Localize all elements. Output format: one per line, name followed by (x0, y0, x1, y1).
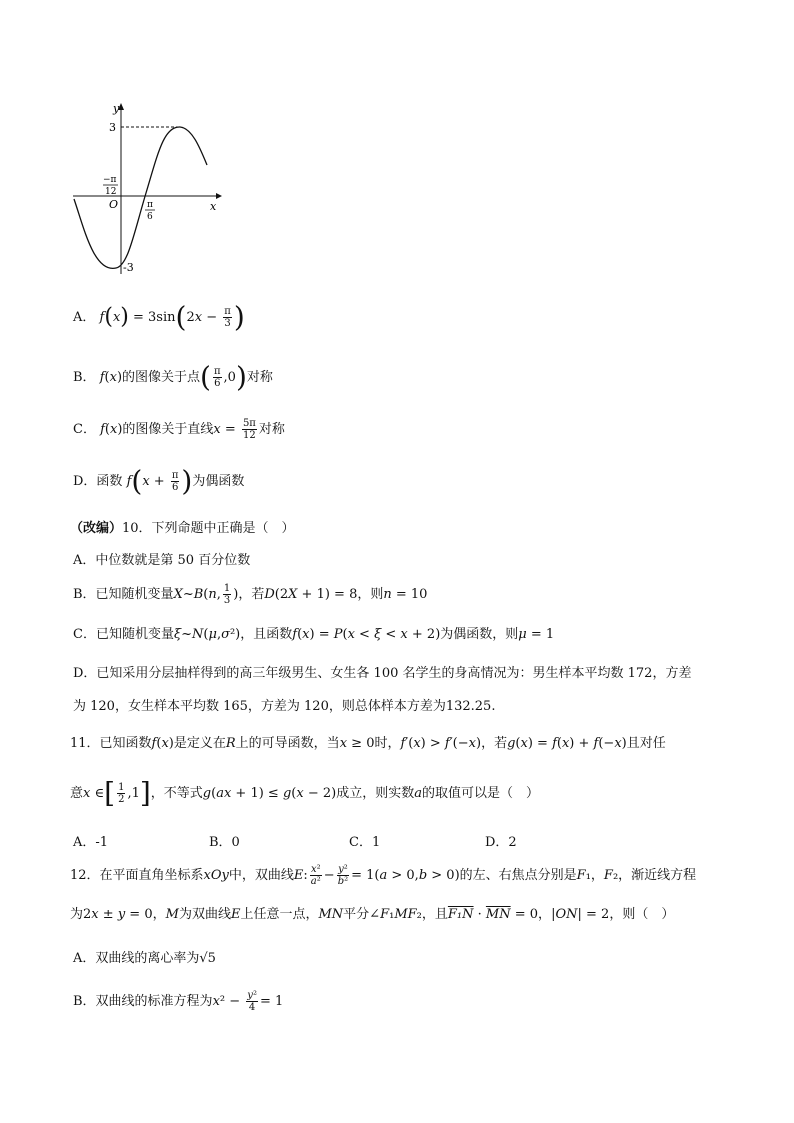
x-axis-label: x (210, 200, 217, 213)
q11-stem-line2: 意x ∈[ $\frac{1}{2}$ ,1]，不等式g(ax + 1) ≤ g(x − 2)成立，则实数a的取值可以是（ ） (70, 776, 540, 810)
neg-pi-label: −π (103, 175, 117, 185)
q10-option-a: A．中位数就是第 50 百分位数 (73, 553, 251, 568)
q11-option-b: B．0 (209, 835, 240, 850)
q11-option-c: C．1 (349, 835, 381, 850)
sine-curve (74, 127, 207, 268)
y-axis-label: y (113, 102, 120, 115)
x-axis-arrow (216, 193, 222, 199)
origin-label: O (109, 198, 119, 211)
q10-option-d-line1: D．已知采用分层抽样得到的高三年级男生、女生各 100 名学生的身高情况为：男生样本平均数 172，方差 (73, 666, 692, 681)
sine-graph (66, 98, 226, 278)
q12-option-b: B．双曲线的标准方程为x² − $\frac{\text{y²}}{4}$ = 1 (73, 990, 284, 1013)
q10-option-d-line2: 为 120，女生样本平均数 165，方差为 120，则总体样本方差为132.25. (73, 699, 496, 714)
pi-label: π (147, 200, 153, 210)
q10-option-b: B．已知随机变量X~B(n, $\frac{1}{3}$ )，若D(2X + 1) = 8，则n = 10 (73, 583, 428, 606)
q12-option-a: A．双曲线的离心率为√5 (73, 951, 216, 966)
q10-option-c: C．已知随机变量ξ~N(μ,σ²)，且函数f(x) = P(x < ξ < x + 2)为偶函数，则μ = 1 (73, 627, 555, 642)
q9-option-c: C． f(x)的图像关于直线x = $\frac{5\pi}{12}$ 对称 (73, 418, 285, 441)
q10-stem: （改编）10．下列命题中正确是（ ） (70, 521, 295, 536)
q9-option-b: B． f(x)的图像关于点( $\frac{\pi}{6}$ ,0)对称 (73, 360, 273, 394)
q11-option-a: A．-1 (73, 835, 109, 850)
q11-options (73, 831, 633, 849)
twelve-label: 12 (105, 187, 117, 197)
q9-option-a: A． f(x) = 3sin(2x − $\frac{\pi}{3}$ ) (73, 300, 245, 334)
q11-stem-line1: 11．已知函数f(x)是定义在R上的可导函数，当x ≥ 0时，f′(x) > f′(−x)，若g(x) = f(x) + f(−x)且对任 (70, 736, 666, 751)
min-label: -3 (123, 261, 134, 274)
q11-option-d: D．2 (485, 835, 517, 850)
max-label: 3 (109, 121, 116, 134)
q12-stem-line1: 12．在平面直角坐标系xOy中，双曲线E: $\frac{\text{x²}}{\text{a²}}$ − $\frac{\text{y²}}{\text{b²}}$ = 1(a > 0,b > 0)的左、右焦点分别是F₁，F₂，渐近线方程 (70, 864, 697, 887)
q12-stem-line2: 为2x ± y = 0，M为双曲线E上任意一点，MN平分∠F₁MF₂，且$F_1N \cdot \overline{MN} = 0$，|ON| = 2，则（ ） (70, 907, 675, 922)
q9-option-d: D．函数 f(x + $\frac{\pi}{6}$ )为偶函数 (73, 464, 245, 498)
six-label: 6 (147, 212, 153, 222)
